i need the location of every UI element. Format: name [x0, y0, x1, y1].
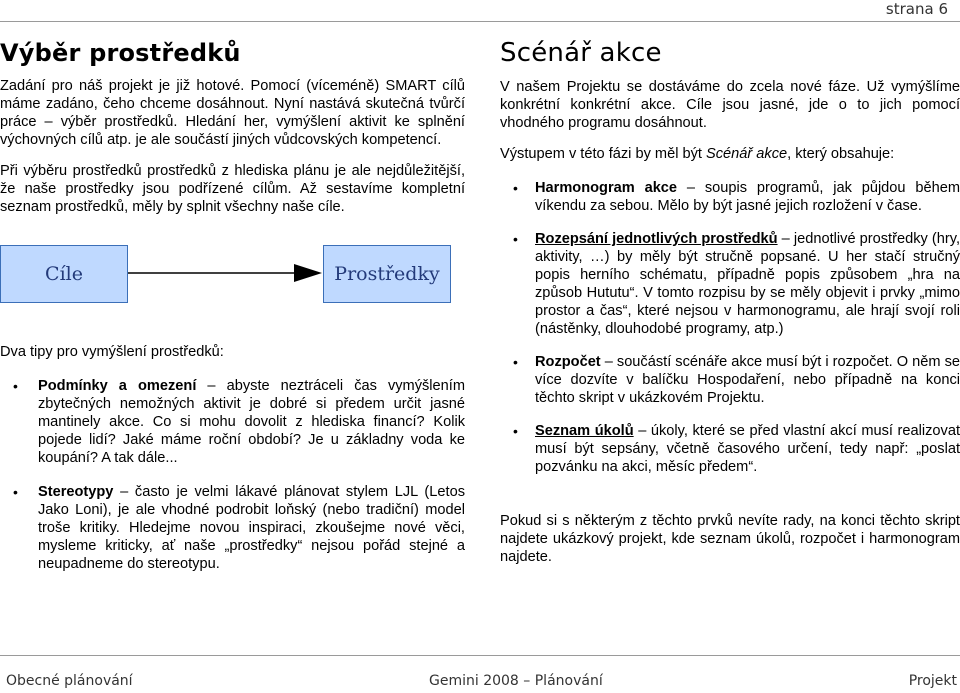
bullet-icon: • [513, 354, 518, 370]
item-text: – součástí scénáře akce musí být i rozpočet. O něm se více dozvíte v balíčku Hospodaření, nebo případně na konci těchto skript v ukázkovém Projektu. [535, 354, 960, 406]
tip-term: Podmínky a omezení [38, 378, 197, 394]
tip-term: Stereotypy [38, 484, 114, 500]
bullet-icon: • [513, 180, 518, 196]
goals-means-diagram [0, 245, 465, 309]
para2-emphasis: Scénář akce [706, 146, 788, 162]
tip-text: – abyste neztráceli čas vymýšlením zbytečných nemožných aktivit je dobré si předem určit jasné mantinely akce. Co si mohu dovolit z hlediska financí? Kolik pojede lidí? Jaké máme roční období? Je u základny voda ke koupání? A tak dále... [38, 378, 465, 466]
list-item [0, 483, 465, 573]
list-item [500, 422, 960, 476]
arrow-right-icon [128, 263, 322, 283]
item-term: Rozpočet [535, 354, 601, 370]
item-text: – soupis programů, jak půjdou během víkendu za sebou. Mělo by být jasné jejich rozložení v čase. [535, 180, 960, 214]
footer-divider [0, 655, 960, 656]
bullet-icon: • [513, 231, 518, 247]
means-box: Prostředky [323, 245, 451, 303]
footer-right: Projekt [908, 673, 957, 689]
closing-paragraph: Pokud si s některým z těchto prvků nevíte rady, na konci těchto skript najdete ukázkový projekt, kde seznam úkolů, rozpočet i harmonogram najdete. [500, 513, 960, 565]
list-item [0, 377, 465, 467]
scenario-contents-list [500, 179, 960, 476]
list-item [500, 179, 960, 215]
goals-box: Cíle [0, 245, 128, 303]
footer-left: Obecné plánování [6, 673, 133, 689]
right-paragraph-1: V našem Projektu se dostáváme do zcela nové fáze. Už vymýšlíme konkrétní konkrétní akce. Cíle jsou jasné, jde o to jich pomocí vhodného programu dosáhnout. [500, 79, 960, 131]
item-term: Seznam úkolů [535, 423, 634, 439]
item-term: Rozepsání jednotlivých prostředků [535, 231, 778, 247]
tips-intro: Dva tipy pro vymýšlení prostředků: [0, 344, 224, 360]
para2-prefix: Výstupem v této fázi by měl být [500, 146, 707, 162]
item-term: Harmonogram akce [535, 180, 678, 196]
header-divider [0, 21, 960, 22]
tip-text: – často je velmi lákavé plánovat stylem LJL (Letos Jako Loni), je ale vhodné podrobit loňský (nebo tradiční) model troše kritiky. Hledejme novou inspiraci, zkoušejme nové věci, mysleme kriticky, ať naše „prostředky“ nejsou pořád stejné a neupadneme do stereotypu. [38, 484, 465, 572]
bullet-icon: • [13, 484, 18, 500]
right-section-title: Scénář akce [500, 38, 662, 68]
para2-suffix: , který obsahuje: [787, 146, 895, 162]
right-column [500, 30, 960, 566]
footer-center: Gemini 2008 – Plánování [429, 673, 603, 689]
bullet-icon: • [513, 423, 518, 439]
list-item [500, 230, 960, 338]
page-number: strana 6 [885, 0, 948, 18]
item-text: – jednotlivé prostředky (hry, aktivity, …) by měly být stručně popsané. U her stačí stručný popis herního schématu, případně popis způsobem „hra na způsob Hututu“. V tomto rozpisu by se měly objevit i prvky „mimo prostor a čas“, které nejsou v harmonogramu, ale hrají svojí roli (nástěnky, dlouhodobé programy, atp.) [535, 231, 960, 337]
left-paragraph-1: Zadání pro náš projekt je již hotové. Pomocí (víceméně) SMART cílů máme zadáno, čeho chceme dosáhnout. Nyní nastává skutečná tvůrčí práce – výběr prostředků. Hledání her, vymýšlení aktivit ke splnění výchovných cílů atp. je ale součástí jiných vůdcovských kompetencí. [0, 78, 465, 148]
list-item [500, 353, 960, 407]
left-column [0, 30, 465, 573]
right-paragraph-2 [500, 145, 960, 163]
tips-list [0, 377, 465, 573]
left-section-title: Výběr prostředků [0, 39, 241, 67]
bullet-icon: • [13, 378, 18, 394]
left-paragraph-2: Při výběru prostředků prostředků z hlediska plánu je ale nejdůležitější, že naše prostředky jsou podřízené cílům. Až sestavíme kompletní seznam prostředků, měly by splnit všechny naše cíle. [0, 163, 465, 215]
item-text: – úkoly, které se před vlastní akcí musí realizovat musí být sepsány, včetně časového určení, tedy např: „poslat pozvánku na akci, měsíc předem“. [535, 423, 960, 475]
